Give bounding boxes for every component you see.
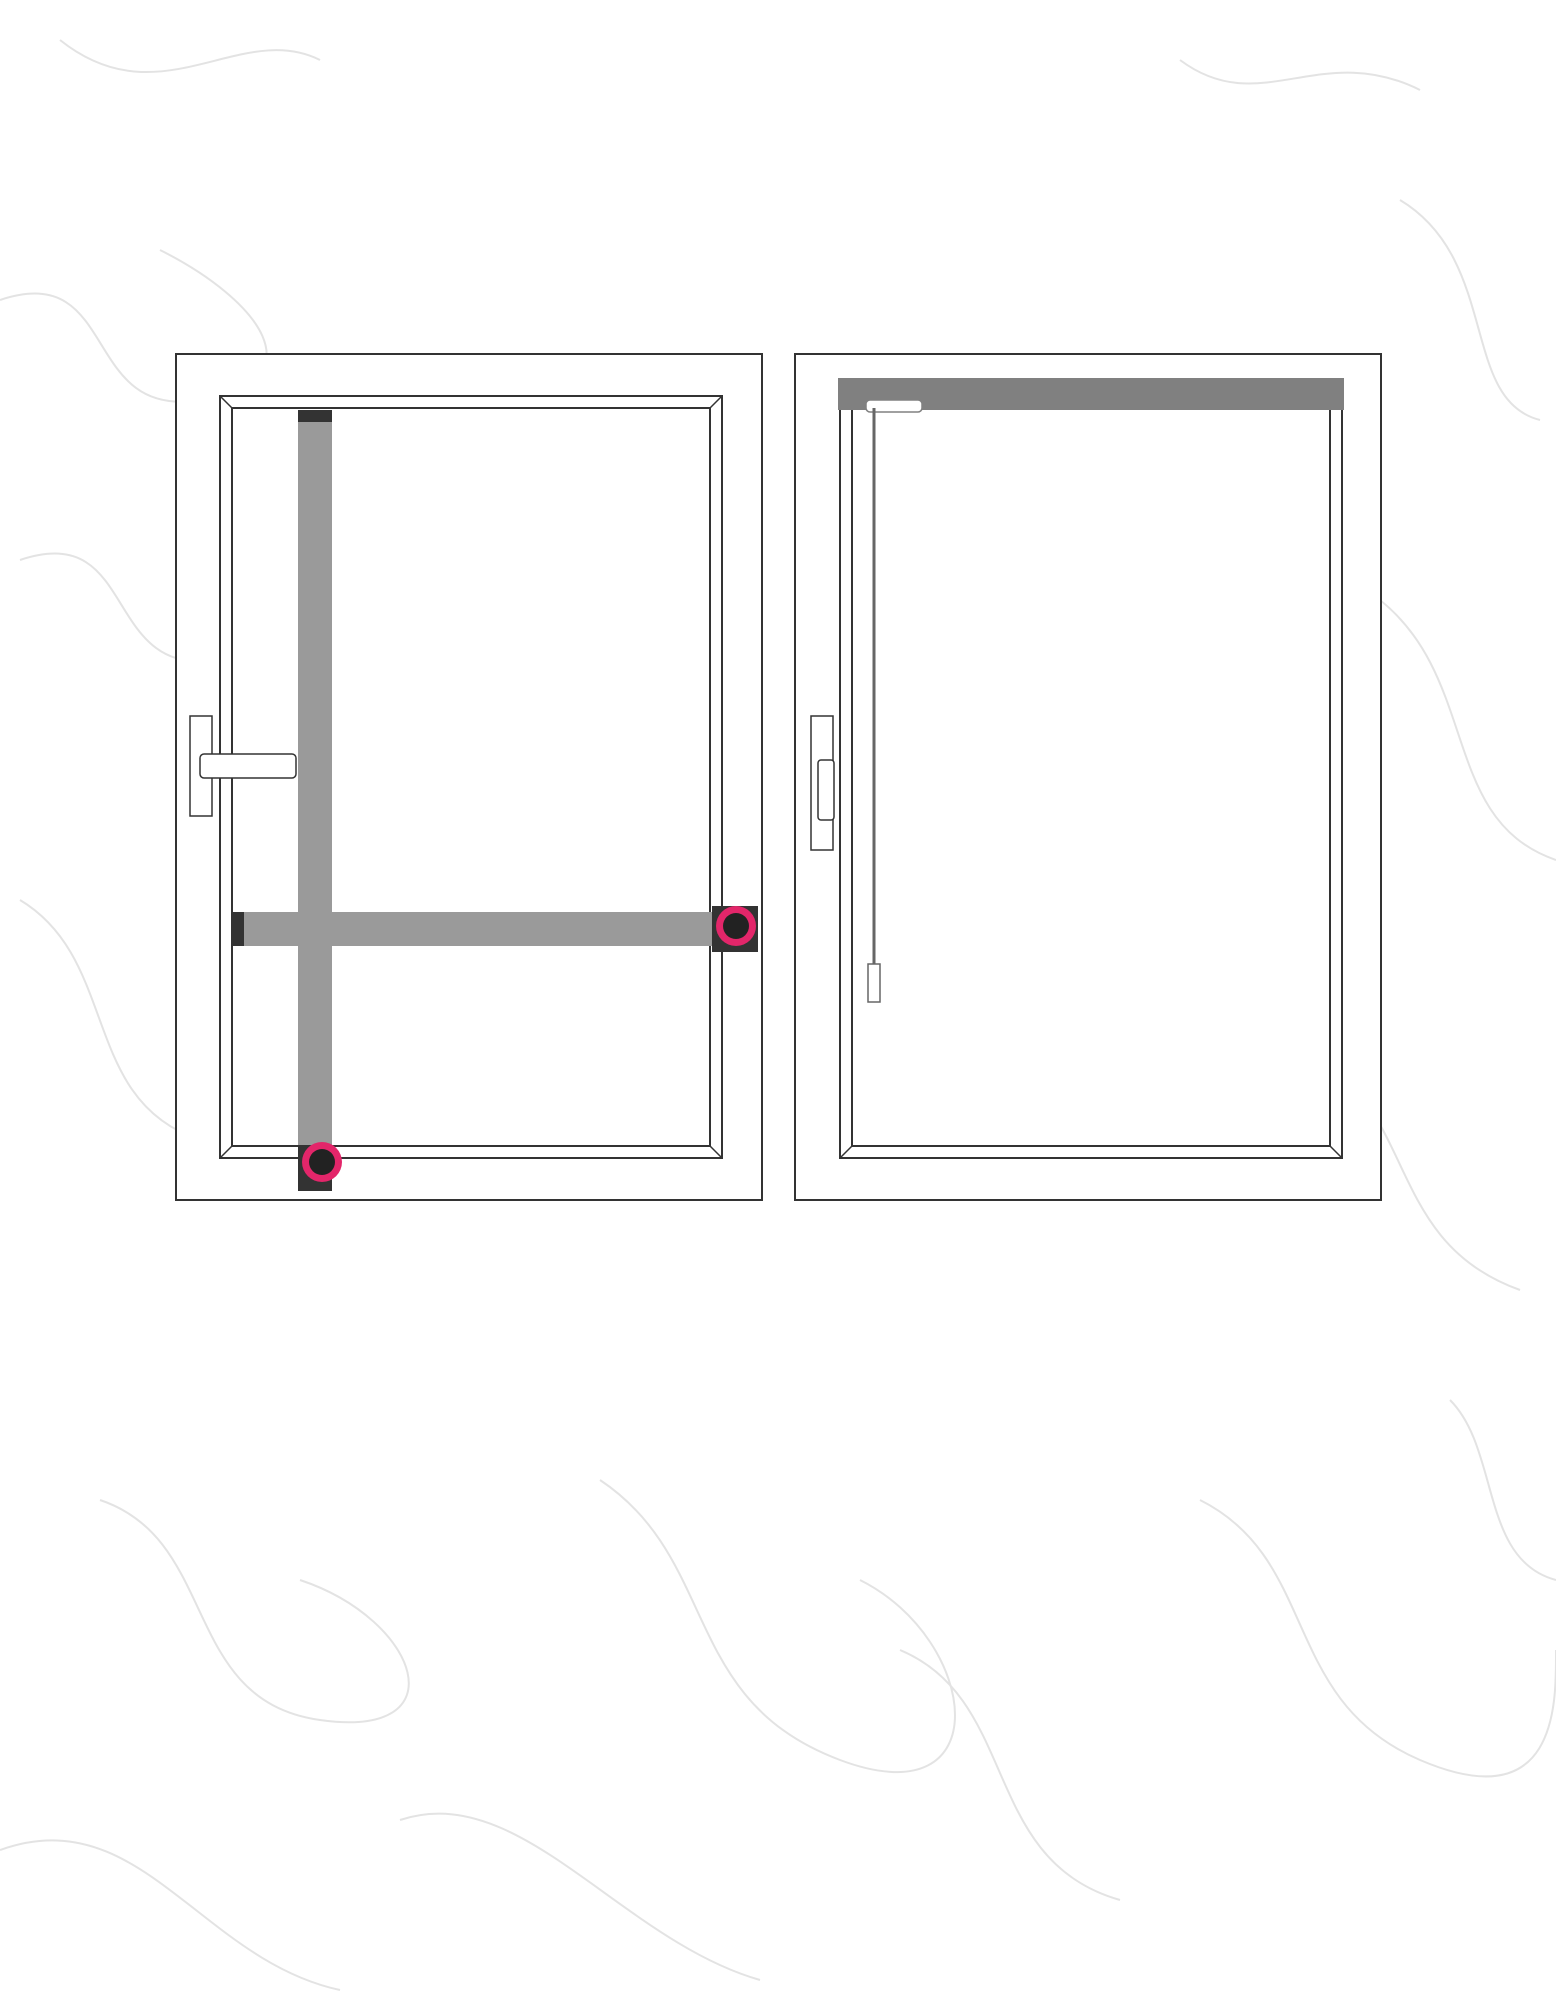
instructions xyxy=(40,1262,1530,1300)
right-window xyxy=(795,354,1381,1200)
width-tape-end xyxy=(232,912,244,946)
width-tape-measure xyxy=(232,906,758,952)
window-measurement-diagram xyxy=(0,330,1556,1230)
right-window-handle-lever xyxy=(818,760,834,820)
blinds-cord-tassel xyxy=(868,964,880,1002)
left-window-handle-lever xyxy=(200,754,296,778)
left-window xyxy=(176,354,762,1200)
width-tape xyxy=(232,912,716,946)
right-window-glass xyxy=(852,408,1330,1146)
height-tape-end xyxy=(298,410,332,422)
height-tape xyxy=(298,410,332,1190)
